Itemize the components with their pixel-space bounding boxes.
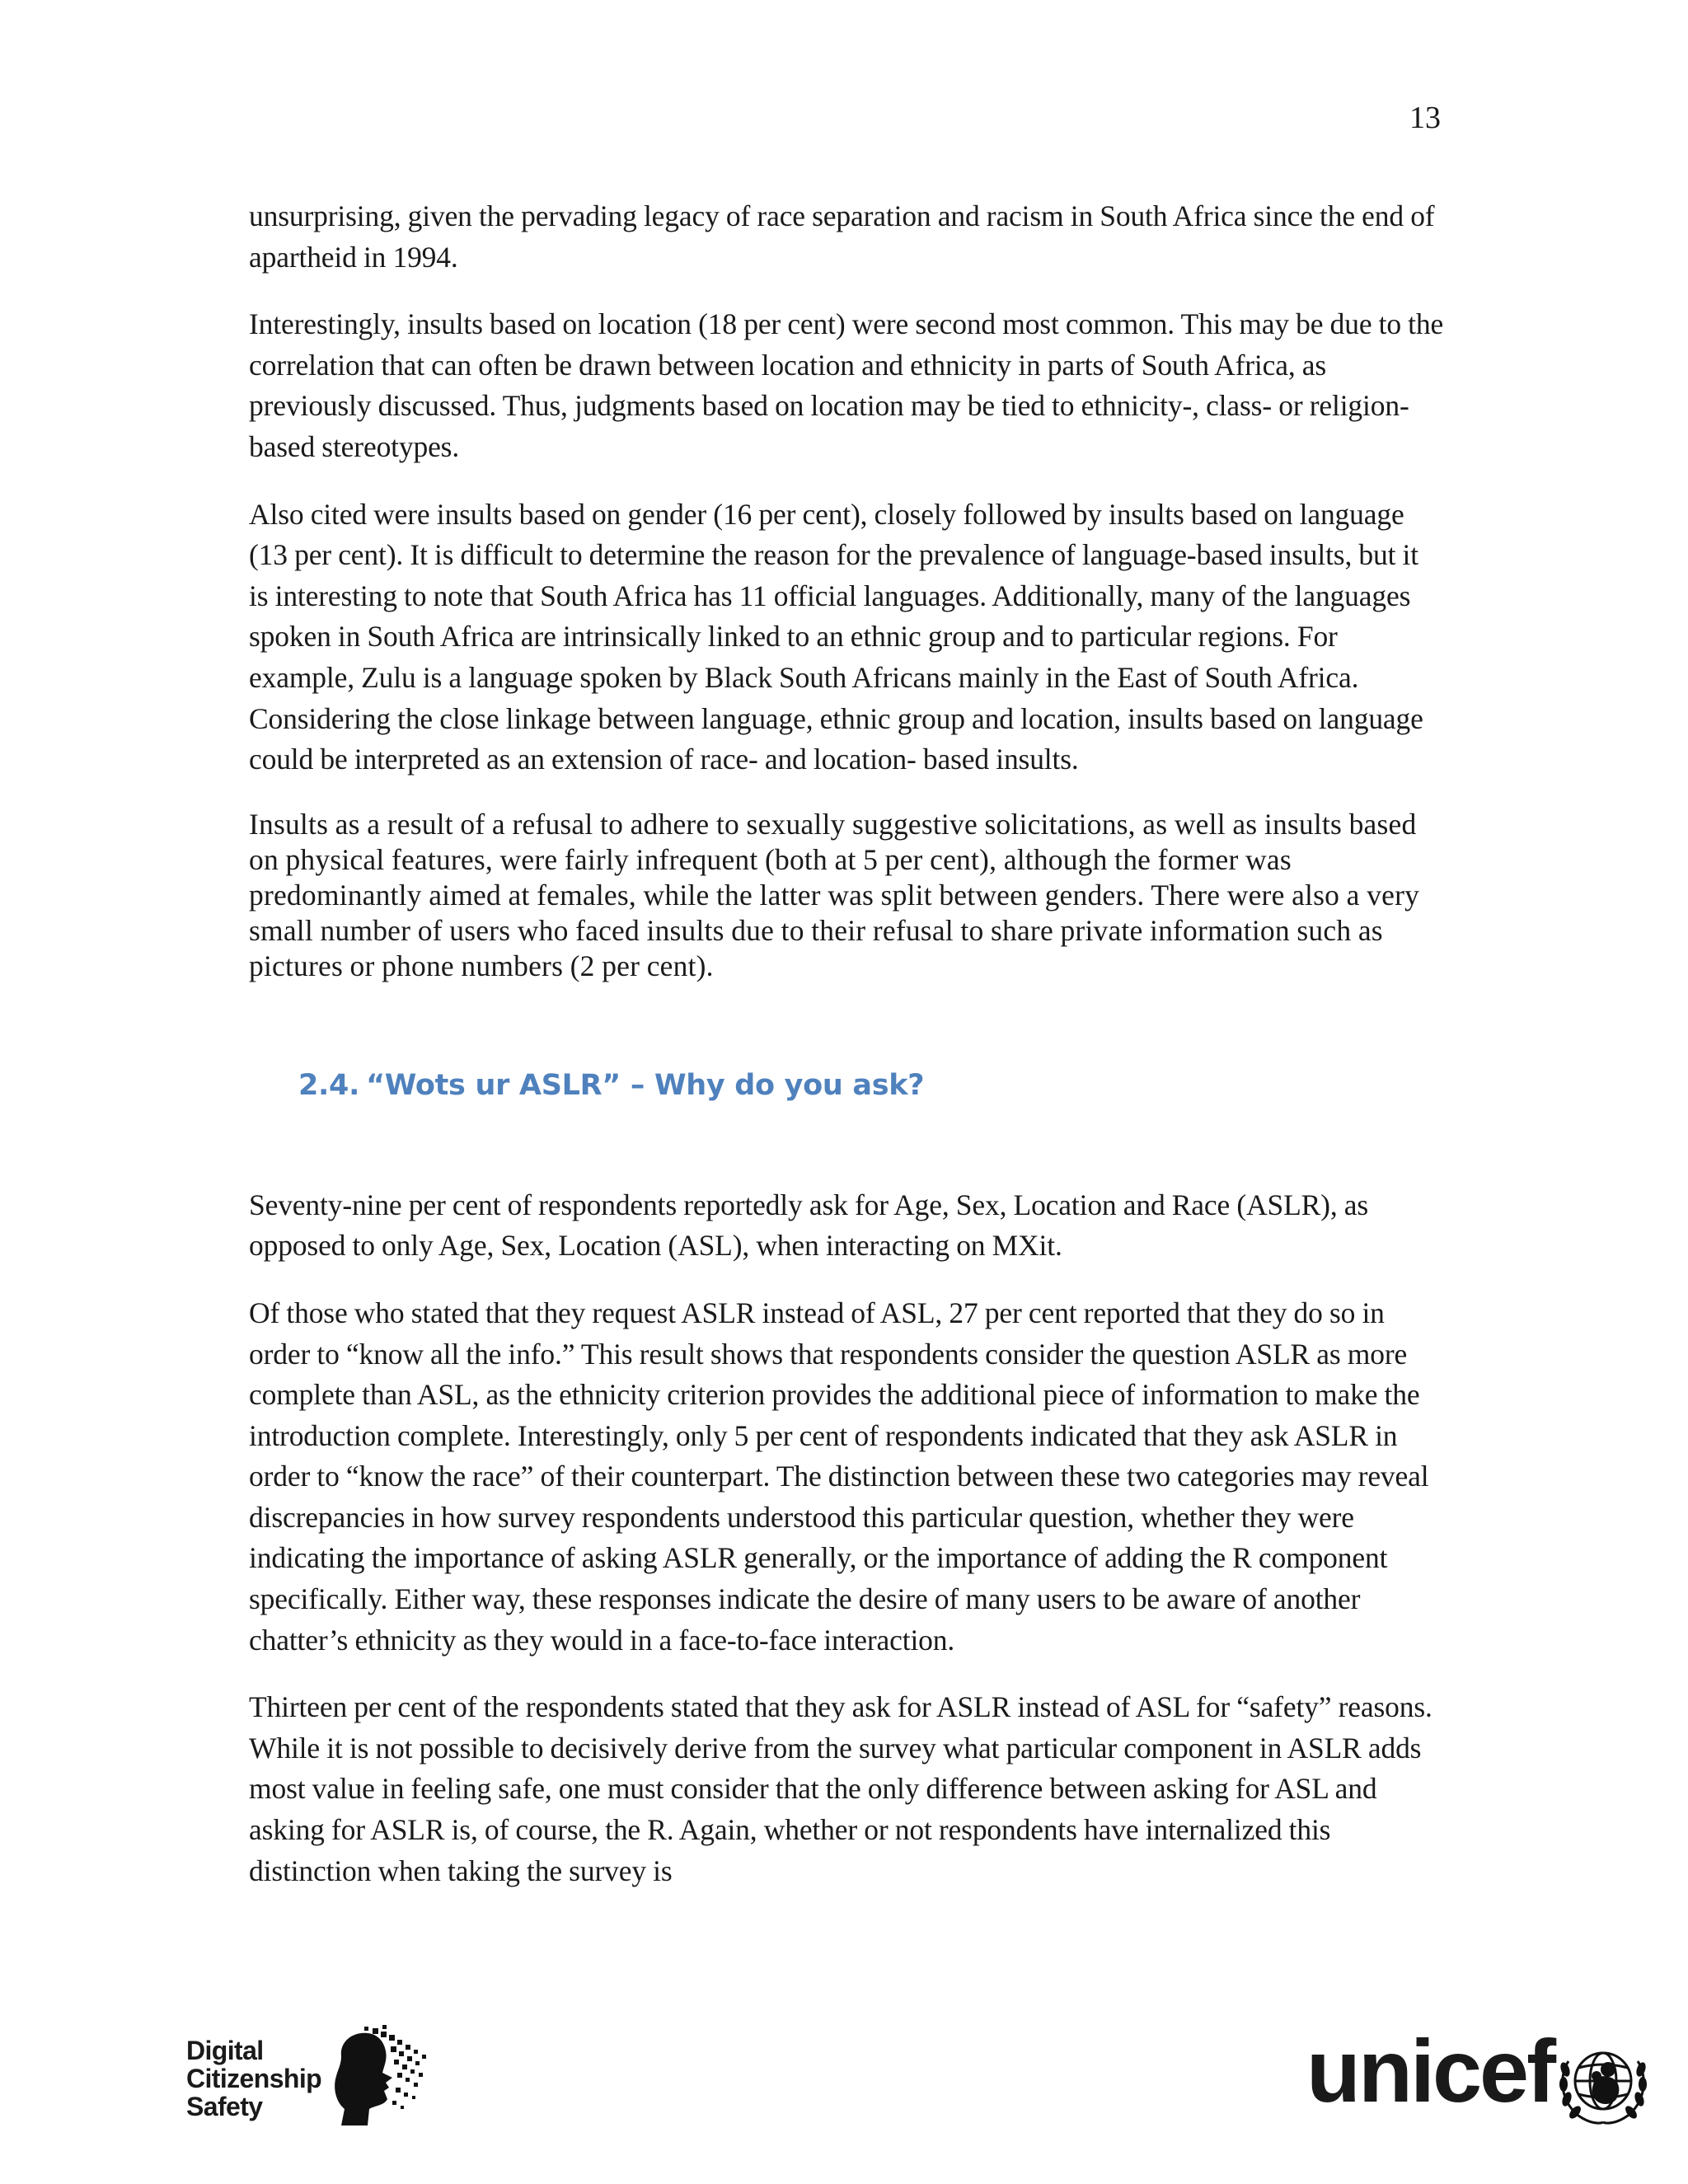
section-heading — [298, 1066, 1444, 1104]
dcs-logo-line: Citizenship — [186, 2064, 322, 2093]
page-number: 13 — [1409, 101, 1441, 135]
unicef-logo — [1306, 2021, 1653, 2130]
dcs-logo-line: Safety — [186, 2092, 263, 2121]
head-profile-pixels-icon — [323, 2023, 438, 2130]
digital-citizenship-safety-logo — [183, 2023, 430, 2130]
paragraph-sexual-solicitation-insults: Insults as a result of a refusal to adhere to sexually suggestive solicitations, as well as insults based on physical features, were fairly infrequent (both at 5 per cent), although the former was predominantly aimed at females, while the latter was split between genders. There were also a very small number of users who faced insults due to their refusal to share private information such as pictures or phone numbers (2 per cent). — [249, 807, 1420, 982]
paragraph-gender-language-insults: Also cited were insults based on gender (16 per cent), closely followed by insults based on language (13 per cent). It is difficult to determine the reason for the prevalence of language-based insults, but it is interesting to note that South Africa has 11 official languages. Additionally, many of the languages spoken in South Africa are intrinsically linked to an ethnic group and to particular regions. For example, Zulu is a language spoken by Black South Africans mainly in the East of South Africa. Considering the close linkage between language, ethnic group and location, insults based on language could be interpreted as an extension of race- and location- based insults. — [249, 497, 1423, 776]
dcs-logo-line: Digital — [186, 2036, 264, 2065]
section-title: “Wots ur ASLR” – Why do you ask? — [366, 1068, 925, 1102]
paragraph-race-legacy: unsurprising, given the pervading legacy of race separation and racism in South Africa since the end of apartheid in 1994. — [249, 199, 1435, 274]
document-body — [249, 196, 1444, 1918]
dcs-logo-text — [186, 2036, 321, 2121]
paragraph-location-insults: Interestingly, insults based on location (18 per cent) were second most common. This may be due to the correlation that can often be drawn between location and ethnicity in parts of South Africa, as previously discussed. Thus, judgments based on location may be tied to ethnicity-, class- or religion-based stereotypes. — [249, 307, 1444, 463]
paragraph-know-all-info: Of those who stated that they request ASLR instead of ASL, 27 per cent reported that they do so in order to “know all the info.” This result shows that respondents consider the question ASLR as more complete than ASL, as the ethnicity criterion provides the additional piece of information to make the introduction complete. Interestingly, only 5 per cent of respondents indicated that they ask ASLR in order to “know the race” of their counterpart. The distinction between these two categories may reveal discrepancies in how survey respondents understood this particular question, whether they were indicating the importance of asking ASLR generally, or the importance of adding the R component specifically. Either way, these responses indicate the desire of many users to be aware of another chatter’s ethnicity as they would in a face-to-face interaction. — [249, 1296, 1429, 1657]
paragraph-aslr-share: Seventy-nine per cent of respondents reportedly ask for Age, Sex, Location and Race (ASLR), as opposed to only Age, Sex, Location (ASL), when interacting on MXit. — [249, 1188, 1369, 1263]
paragraph-safety-reasons: Thirteen per cent of the respondents stated that they ask for ASLR instead of ASL for “safety” reasons. While it is not possible to decisively derive from the survey what particular component in ASLR adds most value in feeling safe, one must consider that the only difference between asking for ASL and asking for ASLR is, of course, the R. Again, whether or not respondents have internalized this distinction when taking the survey is — [249, 1690, 1432, 1887]
unicef-globe-emblem-icon — [1554, 2033, 1653, 2132]
section-number: 2.4. — [298, 1068, 360, 1102]
unicef-wordmark: unicef — [1306, 2021, 1554, 2121]
